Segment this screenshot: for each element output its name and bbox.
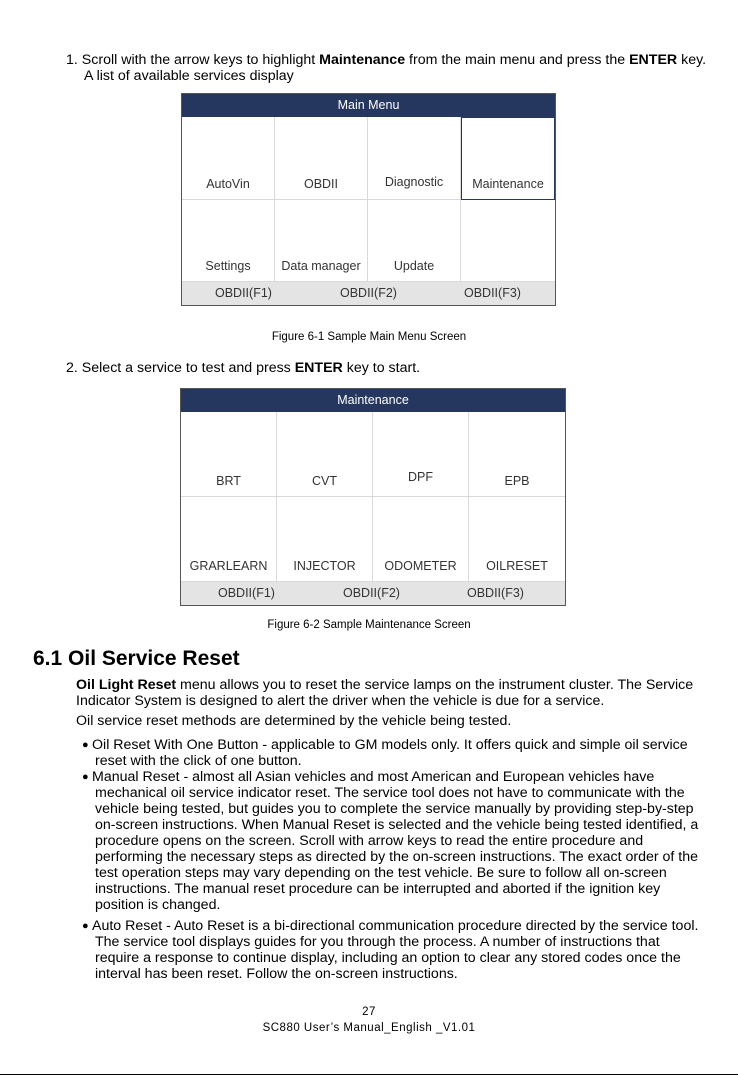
step-text: Scroll with the arrow keys to highlight: [81, 52, 320, 68]
manual-name: SC880 User’s Manual_English _V1.01: [262, 1022, 476, 1034]
menu-tile-obdii[interactable]: [275, 117, 368, 200]
maintenance-screen: [180, 388, 566, 606]
bullet-2-line: mechanical oil service indicator reset. The service tool does not have to communicate with the: [95, 785, 685, 801]
tile-label: Diagnostic: [384, 175, 444, 189]
menu-tile-maintenance[interactable]: [461, 117, 555, 200]
tile-label: Settings: [205, 259, 251, 273]
tile-label: EPB: [504, 474, 530, 488]
service-tile-brt[interactable]: [181, 412, 277, 497]
paragraph-1-line-1: [76, 677, 693, 693]
page-number: 27: [362, 1006, 376, 1018]
menu-tile-update[interactable]: [368, 200, 461, 282]
bullet-3-line: require a response to continue display, including an option to clear any stored codes once the: [95, 950, 681, 966]
function-key-f1[interactable]: OBDII(F1): [215, 286, 272, 300]
bullet-dot: ●: [82, 739, 89, 751]
bullet-2-line: procedure opens on the screen. Scroll with arrow keys to read the entire procedure and: [95, 833, 644, 849]
menu-tile-data-manager[interactable]: [275, 200, 368, 282]
paragraph-text: menu allows you to reset the service lamps on the instrument cluster. The Service: [176, 677, 694, 693]
bold-term-oil-light-reset: Oil Light Reset: [76, 677, 177, 693]
bullet-2-line: vehicle being tested, but guides you to complete the service manually by providing step-by-step: [95, 801, 694, 817]
step-number: 2.: [66, 360, 78, 376]
bold-term-enter: ENTER: [629, 52, 678, 68]
tile-label: Update: [393, 259, 435, 273]
bullet-2-line: position is changed.: [95, 897, 221, 913]
tile-label: INJECTOR: [293, 559, 356, 573]
tile-label: ODOMETER: [384, 559, 457, 573]
service-tile-odometer[interactable]: [373, 497, 469, 582]
paragraph-1-line-2: Indicator System is designed to alert the driver when the vehicle is due for a service.: [76, 693, 605, 709]
function-key-f1[interactable]: OBDII(F1): [218, 586, 275, 600]
step-text: key.: [677, 52, 707, 68]
menu-tile-settings[interactable]: [182, 200, 275, 282]
bullet-2-line: instructions. The manual reset procedure can be interrupted and aborted if the ignition key: [95, 881, 661, 897]
step-1-line-1: [66, 52, 706, 68]
bold-term-enter: ENTER: [294, 360, 343, 376]
bullet-1-line: reset with the click of one button.: [95, 753, 302, 769]
screen-title: Maintenance: [181, 389, 565, 412]
tile-label: AutoVin: [206, 177, 250, 191]
paragraph-2: Oil service reset methods are determined by the vehicle being tested.: [76, 713, 512, 729]
bold-term-maintenance: Maintenance: [319, 52, 406, 68]
step-text: key to start.: [342, 360, 421, 376]
tile-label: OILRESET: [486, 559, 548, 573]
screen-title: Main Menu: [182, 94, 555, 117]
step-1-line-2: A list of available services display: [84, 68, 294, 84]
function-key-f2[interactable]: OBDII(F2): [343, 586, 400, 600]
tile-label: Maintenance: [472, 177, 544, 191]
bullet-3-line: The service tool displays guides for you through the process. A number of instructions that: [95, 934, 660, 950]
bullet-3-line: Auto Reset - Auto Reset is a bi-directional communication procedure directed by the service tool.: [92, 918, 699, 934]
bullet-3-line: interval has been reset. Follow the on-screen instructions.: [95, 966, 458, 982]
service-tile-oilreset[interactable]: [469, 497, 565, 582]
function-key-f3[interactable]: OBDII(F3): [464, 286, 521, 300]
step-2-line: [66, 360, 420, 376]
figure-caption-6-2: Figure 6-2 Sample Maintenance Screen: [267, 619, 471, 631]
tile-label: Data manager: [281, 259, 361, 273]
tile-label: CVT: [312, 474, 337, 488]
main-menu-screen: [181, 93, 556, 306]
tile-label: OBDII: [303, 177, 339, 191]
bullet-2-line: on-screen instructions. When Manual Reset is selected and the vehicle being tested identified, a: [95, 817, 699, 833]
function-key-bar: [182, 282, 555, 305]
bullet-2-line: Manual Reset - almost all Asian vehicles and most American and European vehicles have: [92, 769, 655, 785]
function-key-bar: [181, 582, 565, 605]
step-text: from the main menu and press the: [405, 52, 630, 68]
tile-label: BRT: [216, 474, 241, 488]
menu-tile-empty: [461, 200, 555, 282]
footer-divider: [0, 1074, 738, 1075]
section-heading: 6.1 Oil Service Reset: [33, 647, 240, 670]
bullet-dot: ●: [82, 920, 89, 932]
service-tile-grarlearn[interactable]: [181, 497, 277, 582]
step-text: Select a service to test and press: [81, 360, 295, 376]
bullet-1-line: Oil Reset With One Button - applicable to GM models only. It offers quick and simple oil service: [92, 737, 688, 753]
service-tile-injector[interactable]: [277, 497, 373, 582]
tile-label: GRARLEARN: [189, 559, 268, 573]
bullet-dot: ●: [82, 771, 89, 783]
bullet-2-line: performing the necessary steps as directed by the on-screen instructions. The exact order of the: [95, 849, 699, 865]
service-tile-dpf[interactable]: [373, 412, 469, 497]
service-tile-epb[interactable]: [469, 412, 565, 497]
service-tile-cvt[interactable]: [277, 412, 373, 497]
function-key-f3[interactable]: OBDII(F3): [467, 586, 524, 600]
step-number: 1.: [66, 52, 78, 68]
tile-label: DPF: [408, 470, 433, 484]
menu-tile-diagnostic[interactable]: [368, 117, 461, 200]
function-key-f2[interactable]: OBDII(F2): [340, 286, 397, 300]
figure-caption-6-1: Figure 6-1 Sample Main Menu Screen: [271, 331, 467, 343]
menu-tile-autovin[interactable]: [182, 117, 275, 200]
bullet-2-line: test operation steps may vary depending on the test vehicle. Be sure to follow all on-screen: [95, 865, 667, 881]
